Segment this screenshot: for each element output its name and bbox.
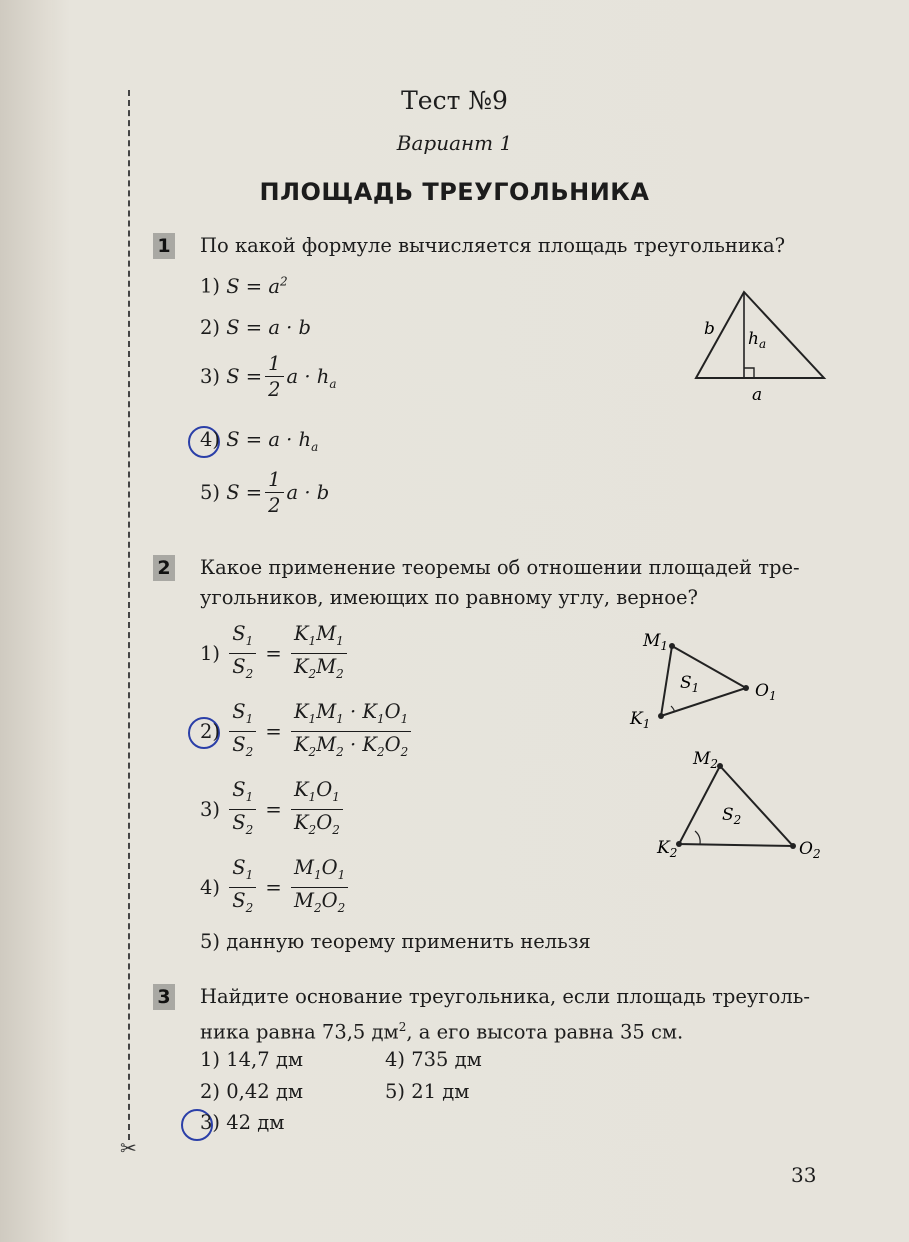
- triangle-2: [679, 766, 793, 846]
- label-m2: $M_2$: [693, 749, 719, 771]
- q3-option-3[interactable]: 3) 42 дм: [200, 1111, 285, 1134]
- q2-option-4[interactable]: 4) $\frac{S_1}{S_2}$ = $\frac{M_1O_1}{M_2O_2}$: [200, 856, 351, 921]
- label-o1: $O_1$: [755, 681, 777, 703]
- q1-option-1[interactable]: 1) $S = a^2$: [200, 274, 288, 298]
- question-3-text-line2: ника равна 73,5 $дм^2$, а его высота равна 35 см.: [200, 1020, 684, 1044]
- topic-title: ПЛОЩАДЬ ТРЕУГОЛЬНИКА: [259, 178, 650, 206]
- scissors-icon: ✂: [120, 1136, 137, 1160]
- cut-line: [128, 90, 130, 1140]
- q1-option-4[interactable]: 4) $S = a \cdot h_a$: [200, 428, 319, 454]
- question-2-text-line1: Какое применение теоремы об отношении площадей тре-: [200, 556, 800, 579]
- question-1-text: По какой формуле вычисляется площадь треугольника?: [200, 234, 786, 257]
- q2-option-1[interactable]: 1) $\frac{S_1}{S_2}$ = $\frac{K_1M_1}{K_2M_2}$: [200, 622, 350, 687]
- test-title: Тест №9: [401, 86, 508, 115]
- q3-option-5[interactable]: 5) 21 дм: [385, 1080, 470, 1103]
- q3-option-1[interactable]: 1) 14,7 дм: [200, 1048, 304, 1071]
- page-number: 33: [791, 1163, 817, 1187]
- question-number-3: 3: [153, 984, 175, 1010]
- label-k2: $K_2$: [657, 838, 678, 860]
- label-s2: $S_2$: [722, 805, 742, 827]
- q1-option-3[interactable]: 3) S = $\frac{1}{2}$ $a \cdot h_a$: [200, 352, 337, 401]
- question-2-text-line2: угольников, имеющих по равному углу, верное?: [200, 586, 699, 609]
- triangle-1: [661, 646, 746, 716]
- q2-option-3[interactable]: 3) $\frac{S_1}{S_2}$ = $\frac{K_1O_1}{K_2O_2}$: [200, 778, 346, 843]
- q2-triangles-figure: [625, 628, 835, 868]
- q3-option-4[interactable]: 4) 735 дм: [385, 1048, 482, 1071]
- q3-option-2[interactable]: 2) 0,42 дм: [200, 1080, 304, 1103]
- label-k1: $K_1$: [630, 709, 651, 731]
- label-o2: $O_2$: [799, 839, 821, 861]
- question-number-2: 2: [153, 555, 175, 581]
- label-h: $h_a$: [748, 329, 767, 351]
- q1-triangle-figure: [680, 282, 840, 412]
- q2-option-5[interactable]: 5) данную теорему применить нельзя: [200, 930, 591, 953]
- label-a: a: [752, 385, 763, 405]
- q1-option-2[interactable]: 2) S = a · b: [200, 316, 312, 339]
- question-3-text-line1: Найдите основание треугольника, если площадь треуголь-: [200, 985, 810, 1008]
- triangle-shape: [696, 292, 824, 378]
- q2-option-2[interactable]: 2) $\frac{S_1}{S_2}$ = $\frac{K_1M_1 \cdot K_1O_1}{K_2M_2 \cdot K_2O_2}$: [200, 700, 414, 765]
- label-b: b: [704, 319, 715, 339]
- question-number-1: 1: [153, 233, 175, 259]
- q1-option-5[interactable]: 5) S = $\frac{1}{2}$ a · b: [200, 468, 330, 517]
- variant-label: Вариант 1: [396, 131, 513, 155]
- right-angle-mark: [744, 368, 754, 378]
- label-m1: $M_1$: [643, 631, 669, 653]
- label-s1: $S_1$: [680, 673, 700, 695]
